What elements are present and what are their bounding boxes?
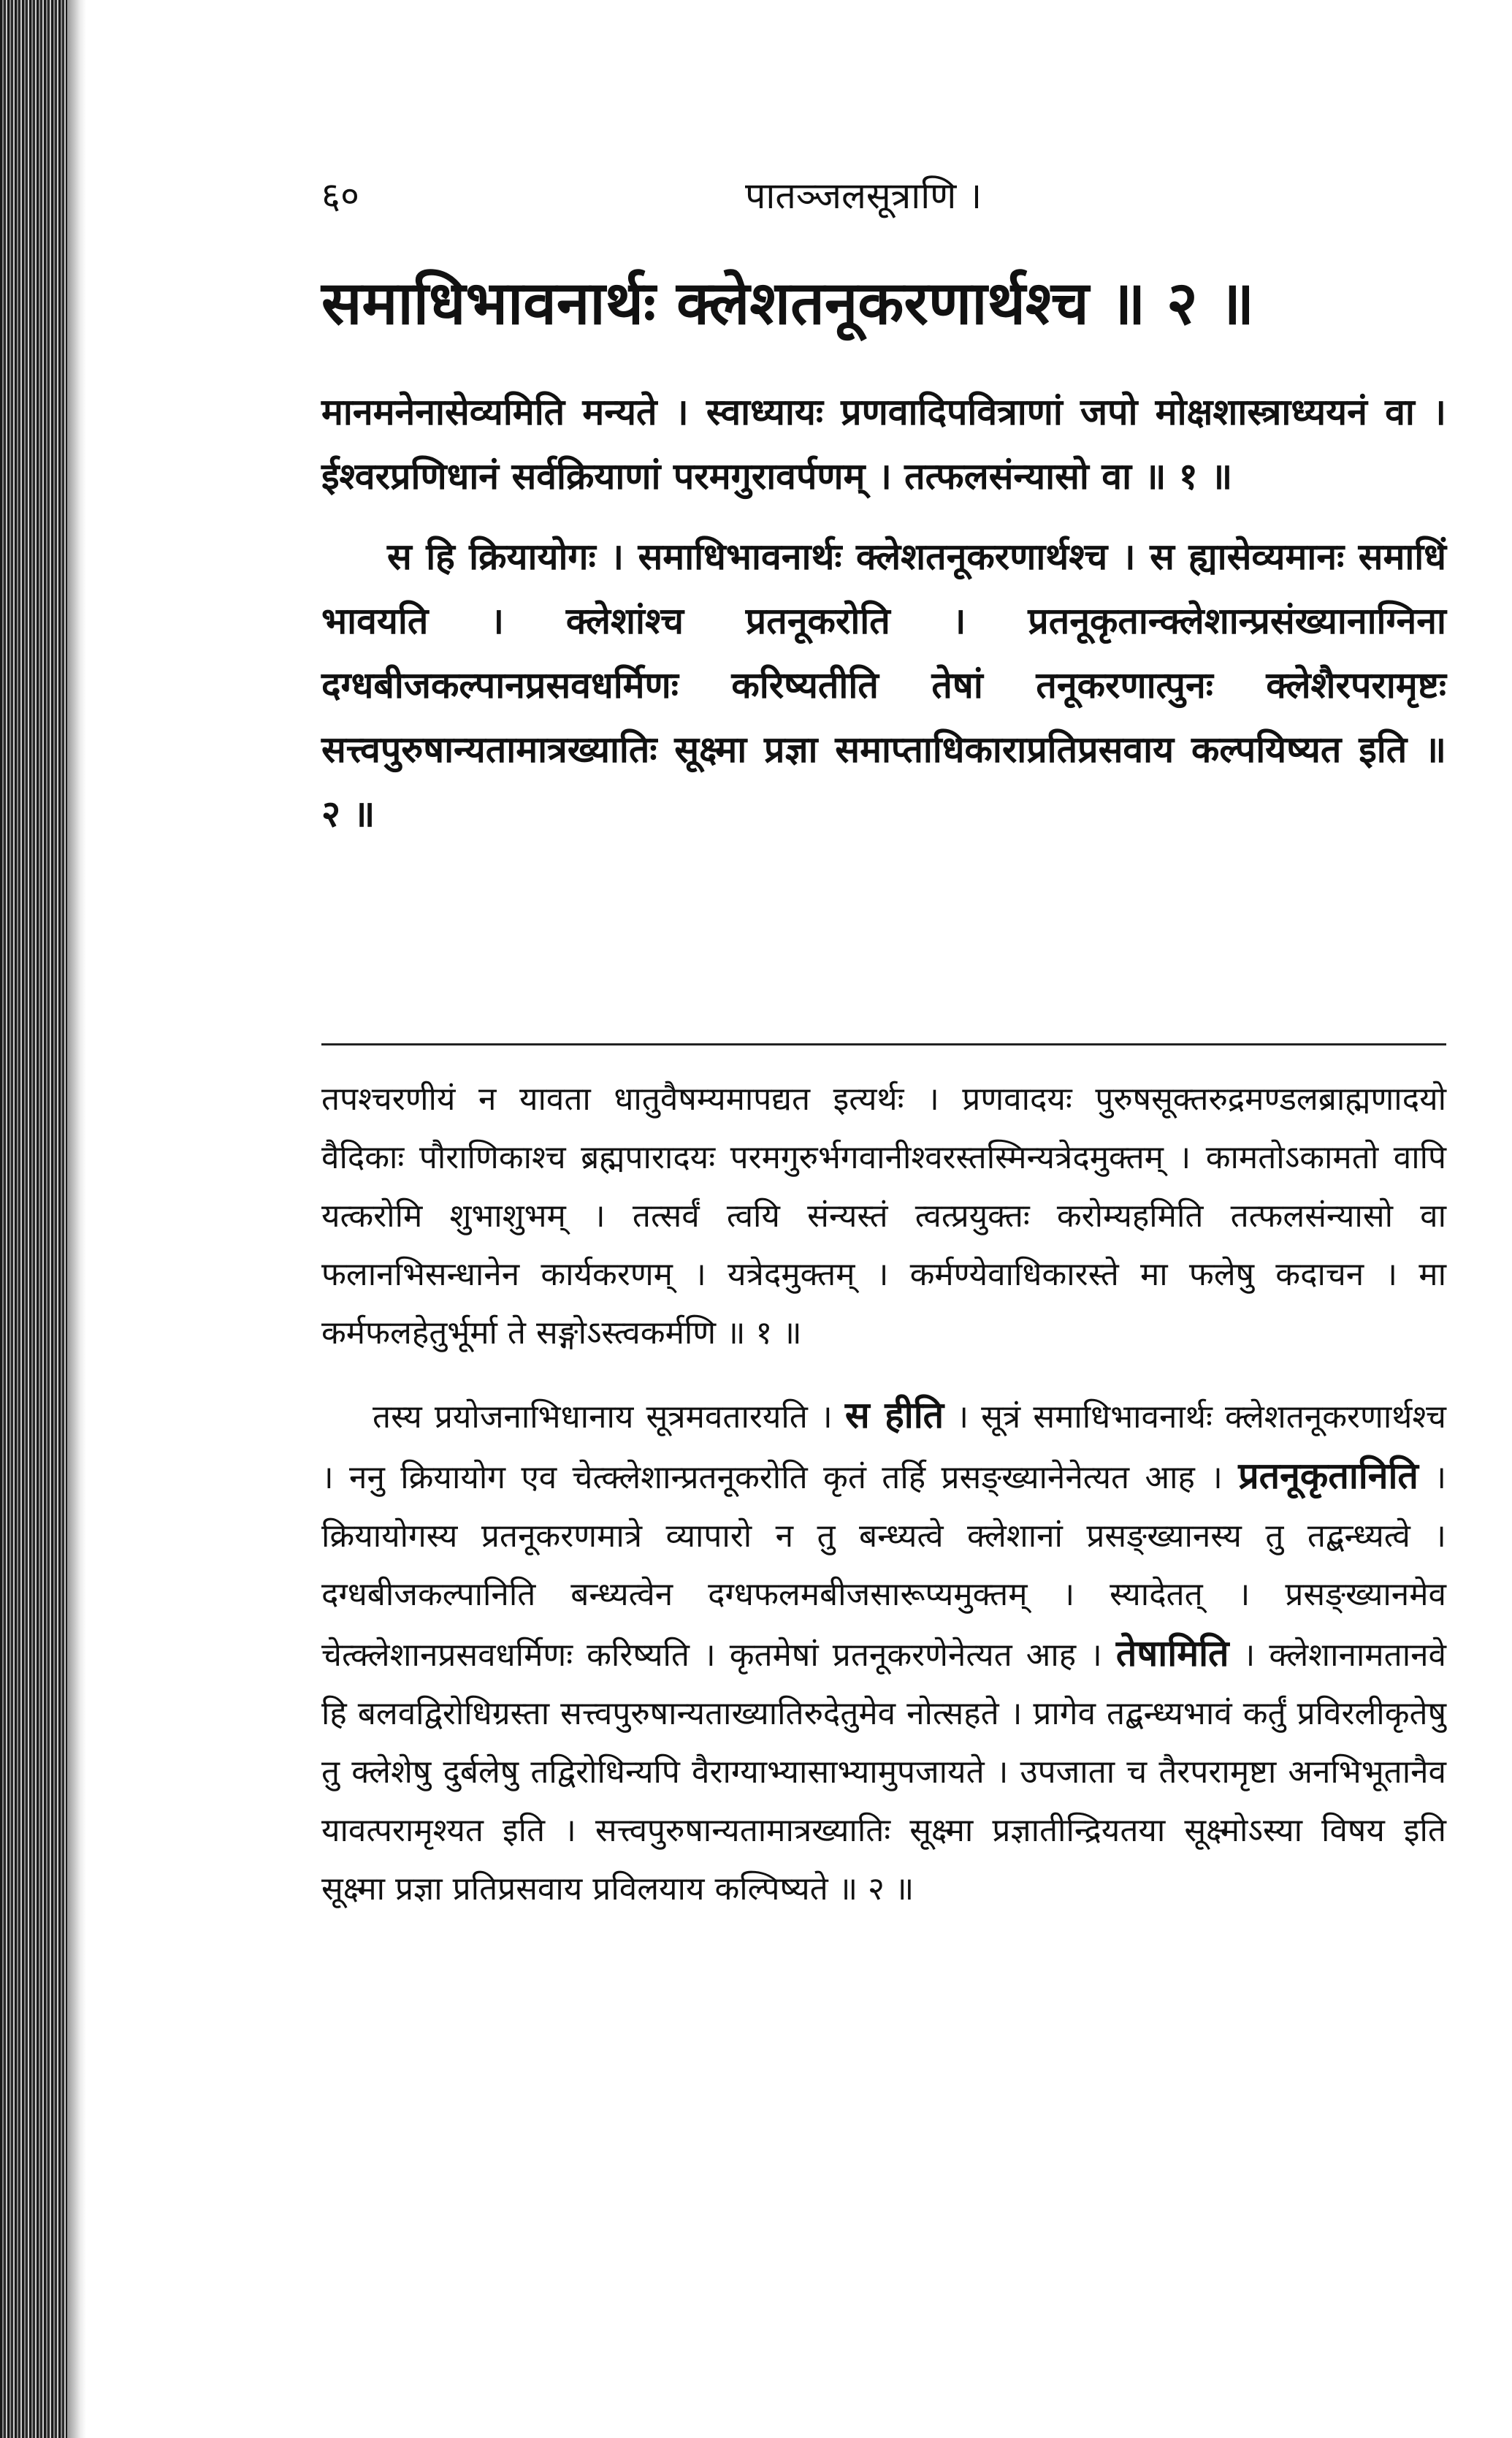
bhashya-paragraph-2: स हि क्रियायोगः । समाधिभावनार्थः क्लेशतनूकरणार्थश्च । स ह्यासेव्यमानः समाधिं भावयति । क्लेशांश्च प्रतनूकरोति । प्रतनूकृतान्क्लेशान्प्रसंख्यानाग्निना दग्धबीजकल्पानप्रसवधर्मिणः करिष्यतीति तेषां तनूकरणात्पुनः क्लेशैरपरामृष्टः सत्त्वपुरुषान्यतामात्रख्यातिः सूक्ष्मा प्रज्ञा समाप्ताधिकाराप्रतिप्रसवाय कल्पयिष्यत इति ॥ २ ॥ — [321, 535, 1446, 835]
book-spine-shadow — [0, 0, 67, 2438]
pratika-keyword: तेषामिति — [1115, 1631, 1229, 1675]
page-number: ६० — [321, 175, 359, 217]
tika-paragraph-1: तपश्चरणीयं न यावता धातुवैषम्यमापद्यत इत्यर्थः । प्रणवादयः पुरुषसूक्तरुद्रमण्डलब्राह्मणादयो वैदिकाः पौराणिकाश्च ब्रह्मपारादयः परमगुरुर्भगवानीश्वरस्तस्मिन्यत्रेदमुक्तम् । कामतोऽकामतो वापि यत्करोमि शुभाशुभम् । तत्सर्वं त्वयि संन्यस्तं त्वत्प्रयुक्तः करोम्यहमिति तत्फलसंन्यासो वा फलानभिसन्धानेन कार्यकरणम् । यत्रेदमुक्तम् । कर्मण्येवाधिकारस्ते मा फलेषु कदाचन । मा कर्मफलहेतुर्भूर्मा ते सङ्गोऽस्त्वकर्मणि ॥ १ ॥ — [321, 1081, 1446, 1352]
section-divider — [321, 1043, 1446, 1045]
tika-text: । क्लेशानामतानवे हि बलवद्विरोधिग्रस्ता सत्त्वपुरुषान्यताख्यातिरुदेतुमेव नोत्सहते । प्रागेव तद्बन्ध्यभावं कर्तुं प्रविरलीकृतेषु तु क्लेशेषु दुर्बलेषु तद्विरोधिन्यपि वैराग्याभ्यासाभ्यामुपजायते । उपजाता च तैरपरामृष्टा अनभिभूतानैव यावत्परामृश्यत इति । सत्त्वपुरुषान्यतामात्रख्यातिः सूक्ष्मा प्रज्ञातीन्द्रियतया सूक्ष्मोऽस्या विषय इति सूक्ष्मा प्रज्ञा प्रतिप्रसवाय प्रविलयाय कल्पिष्यते ॥ २ ॥ — [321, 1637, 1446, 1908]
page-header — [321, 169, 1446, 228]
pratika-keyword: स हीति — [844, 1393, 944, 1436]
running-title: पातञ्जलसूत्राणि । — [745, 175, 982, 217]
bhashya-commentary — [321, 380, 1446, 846]
tika-text: । क्रियायोगस्य प्रतनूकरणमात्रे व्यापारो न तु बन्ध्यत्वे क्लेशानां प्रसङ्ख्यानस्य तु तद्बन्ध्यत्वे । दग्धबीजकल्पानिति बन्ध्यत्वेन दग्धफलमबीजसारूप्यमुक्तम् । स्यादेतत् । प्रसङ्ख्यानमेव चेत्क्लेशानप्रसवधर्मिणः करिष्यति । कृतमेषां प्रतनूकरणेनेत्यत आह । — [321, 1459, 1446, 1674]
tika-text: तस्य प्रयोजनाभिधानाय सूत्रमवतारयति । — [373, 1398, 833, 1436]
pratika-keyword: प्रतनूकृतानिति — [1238, 1454, 1419, 1497]
tika-subcommentary — [321, 1070, 1446, 1919]
bhashya-paragraph-1: मानमनेनासेव्यमिति मन्यते । स्वाध्यायः प्रणवादिपवित्राणां जपो मोक्षशास्त्राध्ययनं वा । ईश्वरप्रणिधानं सर्वक्रियाणां परमगुरावर्पणम् । तत्फलसंन्यासो वा ॥ १ ॥ — [321, 390, 1446, 498]
gutter-shading — [67, 0, 86, 2438]
tika-paragraph-2 — [321, 1386, 1446, 1919]
sutra-heading: समाधिभावनार्थः क्लेशतनूकरणार्थश्च ॥ २ ॥ — [321, 268, 1255, 338]
tika-text: । सूत्रं समाधिभावनार्थः क्लेशतनूकरणार्थश्च । ननु क्रियायोग एव चेत्क्लेशान्प्रतनूकरोति कृतं तर्हि प्रसङ्ख्यानेनेत्यत आह । — [321, 1398, 1446, 1496]
